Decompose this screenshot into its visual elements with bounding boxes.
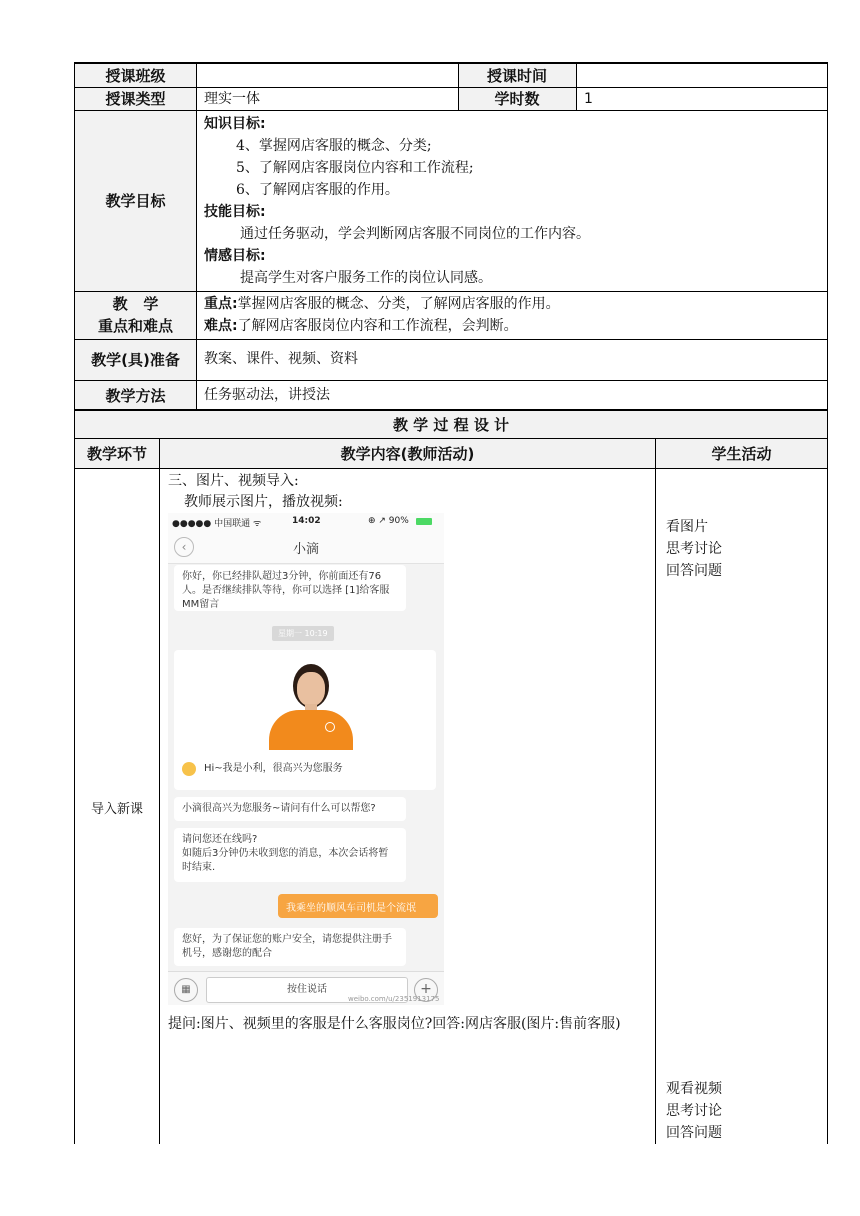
hours-value: 1 (584, 91, 593, 107)
keypoints-content (204, 293, 824, 337)
clock-text: 14:02 (292, 516, 321, 526)
preparation-value: 教案、课件、视频、资料 (204, 351, 358, 367)
battery-text: ⊕ ↗ 90% (368, 516, 409, 526)
student-activity-item: 回答问题 (666, 1125, 722, 1141)
chat-message-welcome: 小滴很高兴为您服务~请问有什么可以帮您? (174, 797, 406, 821)
intro-line1: 三、图片、视频导入: (168, 473, 299, 489)
chat-message-queue: 你好，你已经排队超过3分钟，你前面还有76人。是否继续排队等待，你可以选择 [1]给客服MM留言 (174, 565, 406, 611)
student-activity-item: 观看视频 (666, 1081, 722, 1097)
focus-text: 掌握网店客服的概念、分类，了解网店客服的作用。 (237, 296, 560, 312)
stage-name: 导入新课 (90, 801, 143, 817)
agent-greeting: Hi~我是小利，很高兴为您服务 (204, 763, 343, 774)
keypoints-label (75, 293, 196, 337)
keyboard-icon[interactable]: ▦ (174, 978, 198, 1002)
col-stage-header: 教学环节 (86, 444, 147, 463)
emotion-title: 情感目标: (204, 248, 266, 264)
difficulty-title: 难点: (204, 318, 238, 334)
preparation-label: 教学(具)准备 (91, 351, 180, 369)
chat-message-verify: 您好，为了保证您的账户安全，请您提供注册手机号，感谢您的配合 (174, 928, 406, 966)
knowledge-item-1: 4、掌握网店客服的概念、分类; (236, 138, 432, 154)
student-activity-item: 思考讨论 (666, 1103, 722, 1119)
keypoints-label-line1: 教 学 (112, 295, 159, 313)
agent-avatar (267, 660, 355, 750)
process-title: 教 学 过 程 设 计 (392, 415, 510, 434)
knowledge-title: 知识目标: (204, 116, 266, 132)
objectives-label: 教学目标 (105, 192, 166, 210)
status-bar (168, 513, 444, 531)
student-activity-item: 回答问题 (666, 563, 722, 579)
chat-title: 小滴 (292, 542, 319, 557)
hold-to-talk-button[interactable]: 按住说话 (206, 977, 408, 1003)
carrier-text: ●●●●● 中国联通 ᯤ (172, 519, 262, 529)
time-label: 授课时间 (486, 66, 547, 85)
agent-greeting-row (182, 760, 382, 780)
method-label: 教学方法 (105, 386, 166, 405)
col-content-header: 教学内容(教师活动) (340, 444, 475, 463)
agent-smile-icon (182, 762, 196, 776)
keypoints-label-line2: 重点和难点 (97, 317, 173, 335)
add-icon[interactable]: + (414, 978, 438, 1002)
method-value: 任务驱动法，讲授法 (204, 387, 330, 403)
back-icon: ‹ (174, 537, 194, 557)
knowledge-item-3: 6、了解网店客服的作用。 (236, 182, 399, 198)
focus-title: 重点: (204, 296, 238, 312)
difficulty-text: 了解网店客服岗位内容和工作流程，会判断。 (237, 318, 518, 334)
watermark-text: weibo.com/u/2351913175 (348, 995, 440, 1003)
chat-time-chip: 星期一 10:19 (272, 626, 334, 641)
student-activity-item: 看图片 (666, 519, 708, 535)
knowledge-item-2: 5、了解网店客服岗位内容和工作流程; (236, 160, 474, 176)
intro-line2: 教师展示图片，播放视频: (184, 494, 343, 510)
student-group-2 (666, 1078, 816, 1144)
emotion-text: 提高学生对客户服务工作的岗位认同感。 (240, 270, 492, 286)
chat-message-user: 我乘坐的顺风车司机是个流氓 (278, 894, 438, 918)
time-value (584, 65, 824, 85)
student-group-1 (666, 516, 816, 582)
chat-screenshot (168, 513, 444, 1005)
type-value: 理实一体 (204, 91, 260, 107)
chat-navbar (168, 531, 444, 564)
objectives-content (204, 113, 824, 289)
col-student-header: 学生活动 (711, 444, 772, 463)
agent-card (174, 650, 436, 790)
battery-icon (416, 518, 432, 525)
chat-input-bar (168, 971, 444, 1005)
hours-label: 学时数 (494, 90, 540, 108)
class-label: 授课班级 (105, 66, 166, 85)
class-value (204, 65, 454, 85)
chat-message-timeout: 请问您还在线吗? 如随后3分钟仍未收到您的消息，本次会话将暂时结束. (174, 828, 406, 882)
question-text: 提问:图片、视频里的客服是什么客服岗位?回答:网店客服(图片:售前客服) (168, 1016, 621, 1032)
student-activity-item: 思考讨论 (666, 541, 722, 557)
skill-text: 通过任务驱动，学会判断网店客服不同岗位的工作内容。 (240, 226, 590, 242)
skill-title: 技能目标: (204, 204, 266, 220)
type-label: 授课类型 (105, 90, 166, 108)
